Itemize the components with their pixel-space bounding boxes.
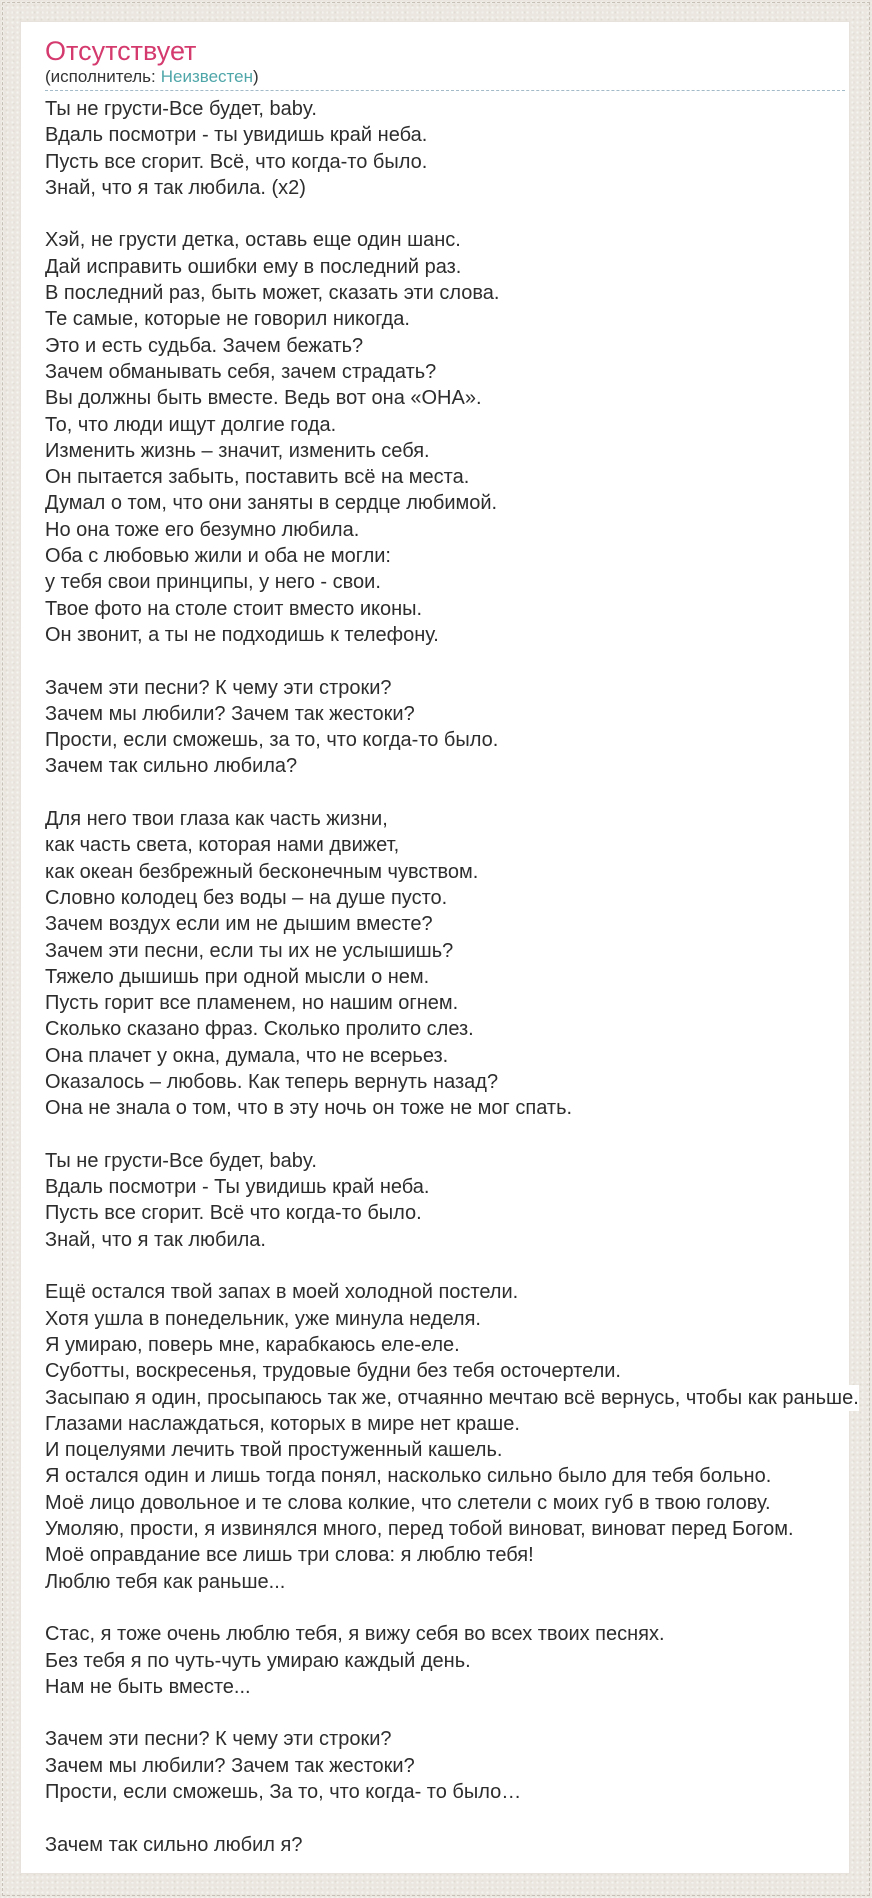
lyric-line: Зачем эти песни? К чему эти строки? bbox=[45, 675, 392, 701]
lyric-line: То, что люди ищут долгие года. bbox=[45, 412, 336, 438]
lyric-line: Вдаль посмотри - Ты увидишь край неба. bbox=[45, 1174, 429, 1200]
lyric-line: Ты не грусти-Все будет, baby. bbox=[45, 96, 317, 122]
lyric-line bbox=[45, 1805, 51, 1831]
lyric-line: Знай, что я так любила. (x2) bbox=[45, 175, 306, 201]
lyric-line: Зачем мы любили? Зачем так жестоки? bbox=[45, 1753, 415, 1779]
lyric-line: Нам не быть вместе... bbox=[45, 1674, 251, 1700]
lyric-line: Суботты, воскресенья, трудовые будни без тебя осточертели. bbox=[45, 1358, 621, 1384]
lyric-line: Ты не грусти-Все будет, baby. bbox=[45, 1148, 317, 1174]
lyric-line: Зачем эти песни? К чему эти строки? bbox=[45, 1726, 392, 1752]
lyrics-text bbox=[45, 96, 859, 1858]
lyric-line: Вдаль посмотри - ты увидишь край неба. bbox=[45, 122, 427, 148]
lyric-line: Думал о том, что они заняты в сердце любимой. bbox=[45, 490, 497, 516]
lyric-line: Вы должны быть вместе. Ведь вот она «ОНА». bbox=[45, 385, 482, 411]
lyric-line: Стас, я тоже очень люблю тебя, я вижу себя во всех твоих песнях. bbox=[45, 1621, 665, 1647]
dashed-separator bbox=[45, 90, 845, 91]
lyric-line: И поцелуями лечить твой простуженный кашель. bbox=[45, 1437, 502, 1463]
lyric-line: Засыпаю я один, просыпаюсь так же, отчаянно мечтаю всё вернусь, чтобы как раньше. bbox=[45, 1385, 859, 1411]
lyric-line: Она плачет у окна, думала, что не всерьез. bbox=[45, 1043, 448, 1069]
lyric-line: Пусть горит все пламенем, но нашим огнем. bbox=[45, 990, 458, 1016]
lyric-line: Без тебя я по чуть-чуть умираю каждый день. bbox=[45, 1648, 471, 1674]
lyric-line: Прости, если сможешь, За то, что когда- то было… bbox=[45, 1779, 521, 1805]
lyric-line: Зачем обманывать себя, зачем страдать? bbox=[45, 359, 436, 385]
lyric-line bbox=[45, 201, 51, 227]
song-title: Отсутствует bbox=[45, 36, 197, 66]
lyric-line: Для него твои глаза как часть жизни, bbox=[45, 806, 388, 832]
lyric-line: Сколько сказано фраз. Сколько пролито слез. bbox=[45, 1016, 474, 1042]
lyric-line: Оба с любовью жили и оба не могли: bbox=[45, 543, 391, 569]
lyric-line: Моё лицо довольное и те слова колкие, что слетели с моих губ в твою голову. bbox=[45, 1490, 771, 1516]
lyric-line: как часть света, которая нами движет, bbox=[45, 832, 399, 858]
lyric-line: Твое фото на столе стоит вместо иконы. bbox=[45, 596, 422, 622]
lyric-line: Люблю тебя как раньше... bbox=[45, 1569, 285, 1595]
artist-label: (исполнитель: bbox=[45, 67, 156, 86]
lyric-line bbox=[45, 1122, 51, 1148]
lyric-line: Моё оправдание все лишь три слова: я люблю тебя! bbox=[45, 1542, 534, 1568]
lyric-line: Те самые, которые не говорил никогда. bbox=[45, 306, 410, 332]
lyric-line: Дай исправить ошибки ему в последний раз. bbox=[45, 254, 461, 280]
artist-line bbox=[45, 67, 825, 90]
lyric-line: В последний раз, быть может, сказать эти слова. bbox=[45, 280, 499, 306]
lyric-line: Глазами наслаждаться, которых в мире нет краше. bbox=[45, 1411, 520, 1437]
lyric-line: Знай, что я так любила. bbox=[45, 1227, 266, 1253]
lyric-line: как океан безбрежный бесконечным чувством. bbox=[45, 859, 478, 885]
lyric-line: Пусть все сгорит. Всё что когда-то было. bbox=[45, 1200, 422, 1226]
lyric-line: Он пытается забыть, поставить всё на места. bbox=[45, 464, 469, 490]
lyric-line: Она не знала о том, что в эту ночь он тоже не мог спать. bbox=[45, 1095, 572, 1121]
lyrics-card bbox=[20, 21, 859, 1874]
lyric-line: Пусть все сгорит. Всё, что когда-то было. bbox=[45, 149, 427, 175]
lyric-line bbox=[45, 648, 51, 674]
artist-line-suffix: ) bbox=[253, 67, 259, 86]
lyric-line: Зачем так сильно любила? bbox=[45, 753, 297, 779]
lyric-line: Но она тоже его безумно любила. bbox=[45, 517, 359, 543]
lyric-line bbox=[45, 1700, 51, 1726]
lyric-line: у тебя свои принципы, у него - свои. bbox=[45, 569, 381, 595]
lyric-line: Это и есть судьба. Зачем бежать? bbox=[45, 333, 363, 359]
lyric-line: Ещё остался твой запах в моей холодной постели. bbox=[45, 1279, 518, 1305]
lyric-line: Зачем мы любили? Зачем так жестоки? bbox=[45, 701, 415, 727]
lyric-line: Я остался один и лишь тогда понял, насколько сильно было для тебя больно. bbox=[45, 1463, 771, 1489]
lyric-line: Оказалось – любовь. Как теперь вернуть назад? bbox=[45, 1069, 498, 1095]
lyric-line: Изменить жизнь – значит, изменить себя. bbox=[45, 438, 430, 464]
lyric-line: Тяжело дышишь при одной мысли о нем. bbox=[45, 964, 429, 990]
lyric-line: Хэй, не грусти детка, оставь еще один шанс. bbox=[45, 227, 461, 253]
lyric-line bbox=[45, 1595, 51, 1621]
lyric-line: Словно колодец без воды – на душе пусто. bbox=[45, 885, 447, 911]
lyric-line: Прости, если сможешь, за то, что когда-то было. bbox=[45, 727, 498, 753]
lyric-line: Зачем воздух если им не дышим вместе? bbox=[45, 911, 433, 937]
lyric-line: Умоляю, прости, я извинялся много, перед тобой виноват, виноват перед Богом. bbox=[45, 1516, 794, 1542]
lyric-line: Зачем так сильно любил я? bbox=[45, 1832, 302, 1858]
lyric-line bbox=[45, 780, 51, 806]
artist-link[interactable]: Неизвестен bbox=[160, 67, 253, 86]
lyric-line: Он звонит, а ты не подходишь к телефону. bbox=[45, 622, 439, 648]
lyric-line bbox=[45, 1253, 51, 1279]
lyric-line: Я умираю, поверь мне, карабкаюсь еле-еле. bbox=[45, 1332, 460, 1358]
lyric-line: Хотя ушла в понедельник, уже минула неделя. bbox=[45, 1306, 481, 1332]
lyric-line: Зачем эти песни, если ты их не услышишь? bbox=[45, 938, 453, 964]
